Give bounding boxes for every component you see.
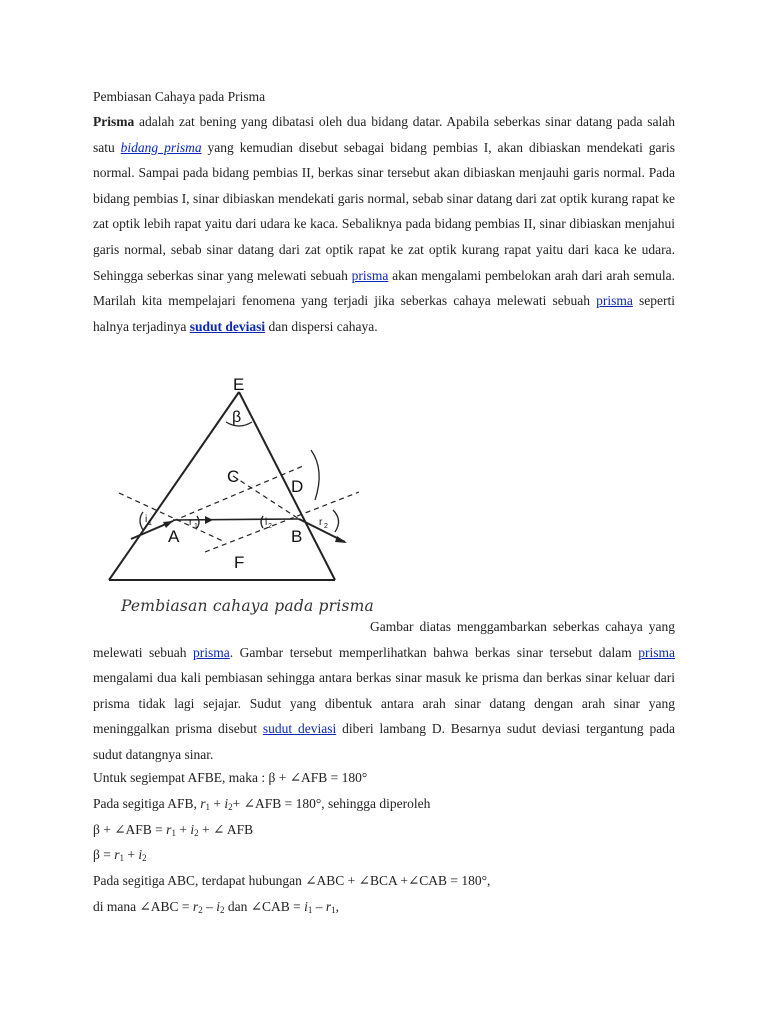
text-run: – [202,899,217,914]
text-run: diberi lambang D. Besarnya sudut deviasi tergantung pada sudut datangnya sinar. [93,721,676,762]
equation-line-6 [93,897,339,920]
var-r: r [200,796,206,811]
subscript: 2 [219,905,225,915]
emergent-ray-arrow [335,536,347,543]
label-r2: r [319,517,323,528]
label-B: B [291,527,303,546]
equation-line-1: Untuk segiempat AFBE, maka : β + ∠AFB = 180° [93,770,368,785]
text-run: mengalami dua kali pembiasan sehingga antara berkas sinar masuk ke prisma dan berkas sinar keluar dari prisma tidak lagi sejajar. Sudut yang dibentuk antara arah sinar datang dengan arah sinar yang meninggalkan prisma disebut [93,670,675,737]
label-E: E [233,375,245,394]
link-prisma-3[interactable]: prisma [193,644,230,660]
link-sudut-deviasi-2[interactable]: sudut deviasi [262,721,337,737]
text-run: akan mengalami pembelokan arah dari arah semula. Marilah kita mempelajari fenomena yang terjadi jika seberkas cahaya melewati sebuah [93,267,675,309]
figure-caption: Pembiasan cahaya pada prisma [121,597,374,615]
text-run: dan ∠CAB = [224,899,305,914]
var-r: r [325,899,332,914]
label-i2-sub: 2 [268,523,272,530]
text-run: + [124,847,139,862]
text-run: + [210,796,225,811]
text-run: + ∠AFB = 180°, sehingga diperoleh [232,796,431,811]
text-run: yang kemudian disebut sebagai bidang pembias I, akan dibiaskan mendekati garis normal. Sampai pada bidang pembias II, berkas sinar tersebut akan dibiaskan menjauhi garis normal. Pada bidang pembias I, sinar dibiaskan mendekati garis normal, sebab sinar datang dari zat optik kurang rapat ke zat optik lebih rapat yaitu dari udara ke kaca. Sebaliknya pada bidang pembias II, sinar dibiaskan menjahui garis normal, sebab sinar datang dari zat optik rapat ke zat optik kurang rapat yaitu dari kaca ke udara. Sehingga seberkas sinar yang melewati sebuah [93,139,675,283]
subscript: 1 [205,802,211,812]
term-prisma: Prisma [93,114,135,129]
link-prisma-4[interactable]: prisma [638,644,676,660]
var-r: r [166,822,172,837]
label-i1: i [145,514,148,525]
subscript: 1 [307,905,313,915]
document-page [93,85,676,915]
deviation-angle-arc [311,450,319,500]
subscript: 2 [198,905,203,915]
prism-diagram [93,370,363,618]
var-i: i [304,899,308,914]
label-F: F [234,553,245,572]
text-run: seperti halnya terjadinya [93,293,675,334]
label-r2-sub: 2 [324,523,328,530]
text-run: β + ∠AFB = [93,822,167,837]
subscript: 2 [142,853,147,863]
text-run: + ∠ AFB [198,822,254,837]
link-prisma-2[interactable]: prisma [596,293,633,309]
equation-line-4 [93,845,147,868]
var-r: r [192,899,199,914]
inside-ray-arrow [205,516,213,524]
label-D: D [291,477,304,496]
explanation-paragraph [93,614,675,768]
prism-right-face [239,392,335,580]
subscript: 2 [194,828,199,838]
text-run: adalah zat bening yang dibatasi oleh dua bidang datar. Apabila seberkas sinar datang pada salah satu [93,114,675,155]
label-r1: r [189,517,193,528]
r2-angle-arc [333,510,339,532]
text-run: Gambar diatas menggambarkan seberkas cahaya yang melewati sebuah [93,619,675,660]
intro-paragraph [93,109,675,339]
text-run: dan dispersi cahaya. [265,318,378,334]
subscript: 1 [171,828,176,838]
text-run: – [312,899,326,914]
var-i: i [216,899,220,914]
prism-left-face [109,392,242,580]
var-r: r [114,847,120,862]
text-run: di mana ∠ABC = [93,899,193,914]
label-A: A [168,527,180,546]
equation-line-5: Pada segitiga ABC, terdapat hubungan ∠ABC + ∠BCA +∠CAB = 180°, [93,873,491,888]
normal-line-2 [205,492,359,552]
text-run: . Gambar tersebut memperlihatkan bahwa berkas sinar tersebut dalam [229,644,639,660]
emergent-extension [233,476,299,519]
link-prisma-1[interactable]: prisma [351,267,389,283]
equation-line-2 [93,794,430,817]
subscript: 1 [331,905,336,915]
label-beta: β [232,409,242,426]
text-run: Pada segitiga AFB, [93,796,201,811]
var-i: i [190,822,195,837]
subscript: 1 [119,853,124,863]
label-r1-sub: 1 [194,523,198,530]
link-bidang-prisma[interactable]: bidang prisma [120,139,202,155]
text-run: + [175,822,191,837]
text-run: , [335,899,340,914]
label-i2: i [265,517,268,528]
var-i: i [138,847,143,862]
i2-angle-arc [261,516,263,528]
subscript: 2 [228,802,233,812]
text-run: β = [93,847,115,862]
var-i: i [224,796,229,811]
i1-angle-arc [140,512,143,530]
label-C: C [227,467,240,486]
equation-line-3 [93,820,253,843]
link-sudut-deviasi[interactable]: sudut deviasi [189,318,266,334]
label-i1-sub: 1 [148,520,152,527]
prism-diagram-svg [93,370,363,600]
section-title: Pembiasan Cahaya pada Prisma [93,89,266,104]
